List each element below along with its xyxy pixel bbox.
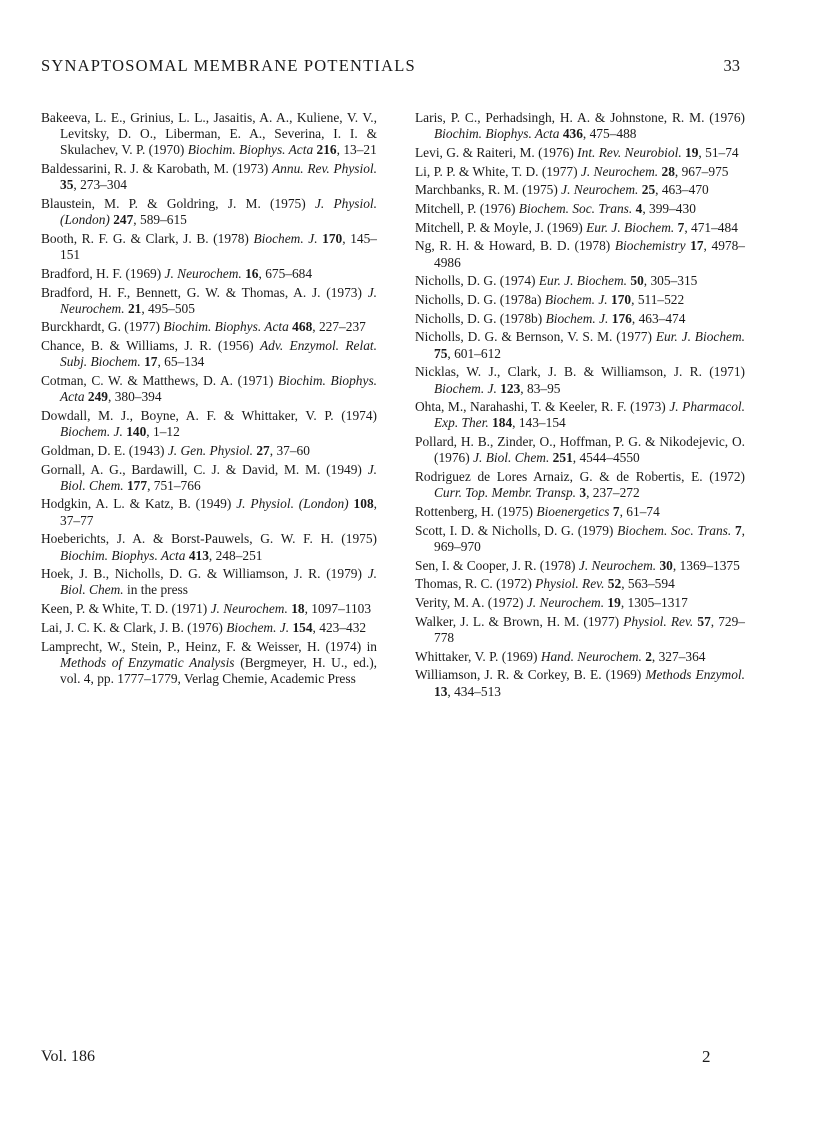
reference-volume: 3 <box>579 485 587 501</box>
reference-pages: 65–134 <box>164 354 205 370</box>
reference-authors: Lamprecht, W., Stein, P., Heinz, F. & Weisser, H. (1974) in <box>41 638 377 654</box>
references-left-column <box>41 110 377 690</box>
reference-pages: 475–488 <box>589 126 637 142</box>
reference-journal: Annu. Rev. Physiol. <box>272 161 377 177</box>
reference-volume: 2 <box>645 648 652 664</box>
reference-volume: 35 <box>60 177 74 193</box>
reference-entry: Gornall, A. G., Bardawill, C. J. & David, M. M. (1949) J. Biol. Chem. 177, 751–766 <box>41 461 377 493</box>
reference-entry: Goldman, D. E. (1943) J. Gen. Physiol. 27, 37–60 <box>41 442 310 458</box>
reference-volume: 21 <box>127 300 142 316</box>
reference-journal: J. Pharmacol. Exp. Ther. <box>434 399 745 431</box>
reference-entry: Booth, R. F. G. & Clark, J. B. (1978) Biochem. J. 170, 145–151 <box>41 230 377 263</box>
reference-entry: Bradford, H. F., Bennett, G. W. & Thomas, A. J. (1973) J. Neurochem. 21, 495–505 <box>41 284 377 316</box>
reference-volume: 18 <box>291 601 305 617</box>
reference-journal: Biochim. Biophys. Acta <box>187 142 314 158</box>
reference-journal: Biochem. J. <box>544 292 608 308</box>
reference-pages: 675–684 <box>265 265 313 281</box>
reference-pages: 327–364 <box>658 648 706 664</box>
reference-entry: Ohta, M., Narahashi, T. & Keeler, R. F. (1973) J. Pharmacol. Exp. Ther. 184, 143–154 <box>415 399 745 431</box>
reference-journal: Adv. Enzymol. Relat. Subj. Biochem. <box>60 338 377 370</box>
reference-authors: Hoeberichts, J. A. & Borst-Pauwels, G. W. F. H. (1975) <box>41 531 377 547</box>
reference-volume: 50 <box>630 273 644 289</box>
reference-pages: 1–12 <box>153 424 180 440</box>
reference-authors: Sen, I. & Cooper, J. R. (1978) <box>415 557 576 573</box>
reference-authors: Bradford, H. F. (1969) <box>41 265 162 281</box>
reference-authors: Rottenberg, H. (1975) <box>415 503 534 519</box>
reference-journal: Biochem. J. <box>545 310 609 326</box>
reference-entry: Bakeeva, L. E., Grinius, L. L., Jasaitis, A. A., Kuliene, V. V., Levitsky, D. O., Liberman, E. A., Severina, I. I. & Skulachev, V. P. (1970) Biochim. Biophys. Acta 216, 13–21 <box>41 110 377 158</box>
reference-volume: 251 <box>552 450 573 466</box>
reference-journal: J. Physiol. (London) <box>236 496 349 512</box>
reference-journal: J. Neurochem. <box>578 557 657 573</box>
reference-authors: Blaustein, M. P. & Goldring, J. M. (1975) <box>41 196 306 212</box>
reference-pages: 248–251 <box>215 547 263 563</box>
reference-journal: Eur. J. Biochem. <box>586 219 675 235</box>
reference-journal: J. Neurochem. <box>210 601 288 617</box>
reference-pages: 969–970 <box>434 538 481 554</box>
reference-volume: 25 <box>641 182 656 198</box>
reference-volume: 19 <box>685 144 699 160</box>
reference-entry: Marchbanks, R. M. (1975) J. Neurochem. 25, 463–470 <box>415 182 709 198</box>
reference-pages: 143–154 <box>518 415 566 431</box>
reference-journal: J. Neurochem. <box>580 163 659 179</box>
reference-journal: Biochem. Soc. Trans. <box>617 522 732 538</box>
reference-journal: Int. Rev. Neurobiol. <box>577 144 682 160</box>
reference-authors: Williamson, J. R. & Corkey, B. E. (1969) <box>415 667 642 683</box>
reference-entry: Thomas, R. C. (1972) Physiol. Rev. 52, 563–594 <box>415 576 675 592</box>
reference-volume: 17 <box>144 354 158 370</box>
reference-journal: J. Neurochem. <box>526 594 605 610</box>
reference-journal: Biochemistry <box>614 238 686 254</box>
reference-pages: 423–432 <box>319 619 367 635</box>
reference-entry: Ng, R. H. & Howard, B. D. (1978) Biochemistry 17, 4978–4986 <box>415 238 745 270</box>
reference-authors: Pollard, H. B., Zinder, O., Hoffman, P. G. & Nikodejevic, O. (1976) <box>415 434 745 466</box>
reference-authors: Goldman, D. E. (1943) <box>41 442 165 458</box>
reference-authors: Chance, B. & Williams, J. R. (1956) <box>41 338 254 354</box>
reference-entry: Nicholls, D. G. (1978b) Biochem. J. 176, 463–474 <box>415 310 686 326</box>
reference-entry: Laris, P. C., Perhadsingh, H. A. & Johnstone, R. M. (1976) Biochim. Biophys. Acta 436, 475–488 <box>415 110 745 142</box>
reference-pages: 463–470 <box>661 182 709 198</box>
reference-authors: Nicklas, W. J., Clark, J. B. & Williamson, J. R. (1971) <box>415 364 745 380</box>
reference-pages: 37–77 <box>60 512 94 528</box>
reference-volume: 177 <box>126 477 148 493</box>
reference-entry: Whittaker, V. P. (1969) Hand. Neurochem. 2, 327–364 <box>415 648 706 664</box>
reference-entry: Hodgkin, A. L. & Katz, B. (1949) J. Physiol. (London) 108, 37–77 <box>41 496 377 528</box>
reference-authors: Whittaker, V. P. (1969) <box>415 648 538 664</box>
reference-pages: 13–21 <box>343 142 377 158</box>
reference-volume: 154 <box>292 619 313 635</box>
reference-entry: Nicholls, D. G. (1974) Eur. J. Biochem. 50, 305–315 <box>415 273 698 289</box>
reference-volume: 30 <box>659 557 673 573</box>
reference-journal: Biochem. J. <box>226 619 290 635</box>
reference-authors: Hodgkin, A. L. & Katz, B. (1949) <box>41 496 232 512</box>
reference-journal: Hand. Neurochem. <box>540 648 642 664</box>
reference-pages: 51–74 <box>705 144 739 160</box>
reference-volume: 249 <box>87 389 108 405</box>
reference-journal: Biochim. Biophys. Acta <box>60 373 377 405</box>
reference-pages: 967–975 <box>681 163 729 179</box>
reference-entry: Blaustein, M. P. & Goldring, J. M. (1975) J. Physiol. (London) 247, 589–615 <box>41 196 377 228</box>
reference-authors: Walker, J. L. & Brown, H. M. (1977) <box>415 613 620 629</box>
reference-authors: Cotman, C. W. & Matthews, D. A. (1971) <box>41 373 274 389</box>
reference-authors: Ng, R. H. & Howard, B. D. (1978) <box>415 238 611 254</box>
reference-pages: in the press <box>126 582 188 598</box>
reference-authors: Thomas, R. C. (1972) <box>415 576 532 592</box>
reference-pages: 227–237 <box>318 319 366 335</box>
reference-entry <box>41 566 377 598</box>
reference-volume: 184 <box>492 415 513 431</box>
signature-mark: 2 <box>702 1047 711 1066</box>
reference-entry: Nicholls, D. G. (1978a) Biochem. J. 170, 511–522 <box>415 292 685 308</box>
reference-pages: 4978–4986 <box>434 238 745 270</box>
reference-authors: Bradford, H. F., Bennett, G. W. & Thomas, A. J. (1973) <box>41 284 362 300</box>
reference-volume: 17 <box>690 238 704 254</box>
reference-volume: 28 <box>661 163 675 179</box>
reference-authors: Rodriguez de Lores Arnaiz, G. & de Robertis, E. (1972) <box>415 469 745 485</box>
reference-volume: 170 <box>611 292 632 308</box>
reference-journal: J. Gen. Physiol. <box>167 442 253 458</box>
reference-volume: 7 <box>734 522 742 538</box>
reference-entry: Walker, J. L. & Brown, H. M. (1977) Physiol. Rev. 57, 729–778 <box>415 613 745 645</box>
reference-authors: Scott, I. D. & Nicholls, D. G. (1979) <box>415 522 614 538</box>
reference-authors: Gornall, A. G., Bardawill, C. J. & David, M. M. (1949) <box>41 461 362 477</box>
reference-entry: Levi, G. & Raiteri, M. (1976) Int. Rev. Neurobiol. 19, 51–74 <box>415 144 739 160</box>
reference-authors: Nicholls, D. G. (1978b) <box>415 310 543 326</box>
reference-pages: 61–74 <box>626 503 660 519</box>
reference-pages: 511–522 <box>637 292 685 308</box>
reference-authors: Ohta, M., Narahashi, T. & Keeler, R. F. (1973) <box>415 399 666 415</box>
reference-volume: 123 <box>500 380 521 396</box>
reference-pages: 463–474 <box>638 310 686 326</box>
references-right-column <box>415 110 745 702</box>
reference-volume: 413 <box>188 547 209 563</box>
reference-volume: 57 <box>697 613 711 629</box>
reference-journal: J. Neurochem. <box>60 284 377 316</box>
reference-volume: 27 <box>256 442 270 458</box>
reference-volume: 13 <box>434 683 448 699</box>
reference-authors: Nicholls, D. G. (1978a) <box>415 292 542 308</box>
reference-volume: 108 <box>353 496 374 512</box>
reference-pages: 305–315 <box>650 273 698 289</box>
reference-journal: Physiol. Rev. <box>535 576 605 592</box>
reference-pages: 83–95 <box>527 380 561 396</box>
reference-volume: 140 <box>126 424 147 440</box>
reference-pages: 495–505 <box>148 300 195 316</box>
reference-entry: Lai, J. C. K. & Clark, J. B. (1976) Biochem. J. 154, 423–432 <box>41 619 367 635</box>
reference-entry: Cotman, C. W. & Matthews, D. A. (1971) Biochim. Biophys. Acta 249, 380–394 <box>41 373 377 405</box>
volume-label: Vol. 186 <box>41 1048 95 1065</box>
reference-pages: 380–394 <box>114 389 162 405</box>
reference-authors: Levi, G. & Raiteri, M. (1976) <box>415 144 574 160</box>
reference-journal: Biochim. Biophys. Acta <box>163 319 289 335</box>
reference-entry: Dowdall, M. J., Boyne, A. F. & Whittaker, V. P. (1974) Biochem. J. 140, 1–12 <box>41 407 377 440</box>
reference-entry: Nicklas, W. J., Clark, J. B. & Williamson, J. R. (1971) Biochem. J. 123, 83–95 <box>415 364 745 396</box>
reference-journal: Biochem. Soc. Trans. <box>518 201 633 217</box>
reference-journal: Methods Enzymol. <box>645 667 745 683</box>
reference-journal: Eur. J. Biochem. <box>655 329 745 345</box>
reference-journal: Biochem. J. <box>434 380 497 396</box>
reference-entry: Verity, M. A. (1972) J. Neurochem. 19, 1305–1317 <box>415 594 688 610</box>
reference-authors: Li, P. P. & White, T. D. (1977) <box>415 163 578 179</box>
reference-volume: 4 <box>635 201 643 217</box>
reference-authors: Booth, R. F. G. & Clark, J. B. (1978) <box>41 230 249 246</box>
reference-volume: 216 <box>316 142 337 158</box>
reference-pages: 37–60 <box>276 442 310 458</box>
reference-journal: J. Neurochem. <box>164 265 242 281</box>
reference-entry: Williamson, J. R. & Corkey, B. E. (1969) Methods Enzymol. 13, 434–513 <box>415 667 745 699</box>
reference-journal: Biochim. Biophys. Acta <box>434 126 560 142</box>
reference-volume: 468 <box>292 319 313 335</box>
reference-pages: 434–513 <box>454 683 501 699</box>
reference-journal: Biochem. J. <box>253 230 318 246</box>
reference-authors: Nicholls, D. G. & Bernson, V. S. M. (1977) <box>415 329 652 345</box>
reference-authors: Hoek, J. B., Nicholls, D. G. & Williamson, J. R. (1979) <box>41 566 362 582</box>
reference-volume: 247 <box>113 212 134 228</box>
reference-entry: Burckhardt, G. (1977) Biochim. Biophys. Acta 468, 227–237 <box>41 319 366 335</box>
reference-volume: 19 <box>607 594 621 610</box>
reference-pages: 399–430 <box>649 201 696 217</box>
reference-pages: 471–484 <box>691 219 738 235</box>
reference-journal: J. Biol. Chem. <box>60 461 377 493</box>
reference-journal: J. Biol. Chem. <box>473 450 550 466</box>
reference-pages: 145–151 <box>60 230 377 263</box>
reference-pages: 589–615 <box>140 212 187 228</box>
reference-volume: 7 <box>612 503 620 519</box>
reference-pages: 4544–4550 <box>579 450 640 466</box>
reference-volume: 436 <box>562 126 583 142</box>
reference-journal: Biochem. J. <box>60 424 123 440</box>
reference-pages: (Bergmeyer, H. U., ed.), vol. 4, pp. 1777–1779, Verlag Chemie, Academic Press <box>60 654 377 686</box>
reference-volume: 16 <box>245 265 259 281</box>
reference-journal: J. Physiol. (London) <box>60 196 377 228</box>
reference-volume: 170 <box>322 230 343 246</box>
reference-volume: 7 <box>677 219 685 235</box>
reference-entry: Scott, I. D. & Nicholls, D. G. (1979) Biochem. Soc. Trans. 7, 969–970 <box>415 522 745 554</box>
reference-pages: 751–766 <box>153 477 201 493</box>
reference-entry: Pollard, H. B., Zinder, O., Hoffman, P. G. & Nikodejevic, O. (1976) J. Biol. Chem. 251, 4544–4550 <box>415 434 745 466</box>
reference-entry: Rodriguez de Lores Arnaiz, G. & de Robertis, E. (1972) Curr. Top. Membr. Transp. 3, 237–272 <box>415 469 745 501</box>
reference-volume: 75 <box>434 345 448 361</box>
reference-authors: Mitchell, P. (1976) <box>415 201 516 217</box>
reference-entry: Li, P. P. & White, T. D. (1977) J. Neurochem. 28, 967–975 <box>415 163 729 179</box>
reference-authors: Bakeeva, L. E., Grinius, L. L., Jasaitis, A. A., Kuliene, V. V., Levitsky, D. O., Liberman, E. A., Severina, I. I. & Skulachev, V. P. (1970) <box>41 110 377 158</box>
reference-journal: Bioenergetics <box>536 503 610 519</box>
reference-pages: 273–304 <box>80 177 127 193</box>
reference-pages: 1369–1375 <box>679 557 740 573</box>
reference-journal: Methods of Enzymatic Analysis <box>60 654 235 670</box>
reference-authors: Nicholls, D. G. (1974) <box>415 273 536 289</box>
reference-entry: Mitchell, P. (1976) Biochem. Soc. Trans. 4, 399–430 <box>415 201 696 217</box>
reference-volume: 176 <box>611 310 632 326</box>
reference-pages: 563–594 <box>627 576 675 592</box>
reference-entry: Bradford, H. F. (1969) J. Neurochem. 16, 675–684 <box>41 265 313 281</box>
reference-pages: 601–612 <box>454 345 501 361</box>
reference-authors: Keen, P. & White, T. D. (1971) <box>41 601 208 617</box>
reference-entry: Chance, B. & Williams, J. R. (1956) Adv. Enzymol. Relat. Subj. Biochem. 17, 65–134 <box>41 338 377 370</box>
reference-journal: Physiol. Rev. <box>623 613 694 629</box>
reference-volume: 52 <box>607 576 622 592</box>
reference-authors: Lai, J. C. K. & Clark, J. B. (1976) <box>41 619 223 635</box>
reference-authors: Baldessarini, R. J. & Karobath, M. (1973) <box>41 161 269 177</box>
reference-entry: Keen, P. & White, T. D. (1971) J. Neurochem. 18, 1097–1103 <box>41 601 372 617</box>
reference-entry: Rottenberg, H. (1975) Bioenergetics 7, 61–74 <box>415 503 660 519</box>
reference-entry <box>41 639 377 688</box>
reference-entry: Hoeberichts, J. A. & Borst-Pauwels, G. W. F. H. (1975) Biochim. Biophys. Acta 413, 248–251 <box>41 531 377 563</box>
reference-entry: Mitchell, P. & Moyle, J. (1969) Eur. J. Biochem. 7, 471–484 <box>415 219 738 235</box>
reference-journal: J. Neurochem. <box>561 182 639 198</box>
reference-authors: Verity, M. A. (1972) <box>415 594 524 610</box>
reference-entry: Baldessarini, R. J. & Karobath, M. (1973) Annu. Rev. Physiol. 35, 273–304 <box>41 161 377 193</box>
reference-pages: 1097–1103 <box>311 601 372 617</box>
reference-journal: J. Biol. Chem. <box>60 566 377 598</box>
reference-journal: Curr. Top. Membr. Transp. <box>434 485 577 501</box>
reference-authors: Burckhardt, G. (1977) <box>41 319 160 335</box>
running-title: SYNAPTOSOMAL MEMBRANE POTENTIALS <box>41 56 416 75</box>
reference-pages: 237–272 <box>592 485 640 501</box>
reference-authors: Marchbanks, R. M. (1975) <box>415 182 558 198</box>
reference-journal: Eur. J. Biochem. <box>538 273 628 289</box>
reference-journal: Biochim. Biophys. Acta <box>60 547 186 563</box>
reference-pages: 1305–1317 <box>627 594 688 610</box>
reference-entry: Sen, I. & Cooper, J. R. (1978) J. Neurochem. 30, 1369–1375 <box>415 557 740 573</box>
page-number: 33 <box>723 56 740 75</box>
reference-pages: 729–778 <box>434 613 745 645</box>
reference-entry: Nicholls, D. G. & Bernson, V. S. M. (1977) Eur. J. Biochem. 75, 601–612 <box>415 329 745 361</box>
reference-authors: Laris, P. C., Perhadsingh, H. A. & Johnstone, R. M. (1976) <box>415 110 745 125</box>
reference-authors: Mitchell, P. & Moyle, J. (1969) <box>415 219 583 235</box>
reference-authors: Dowdall, M. J., Boyne, A. F. & Whittaker, V. P. (1974) <box>41 407 377 423</box>
